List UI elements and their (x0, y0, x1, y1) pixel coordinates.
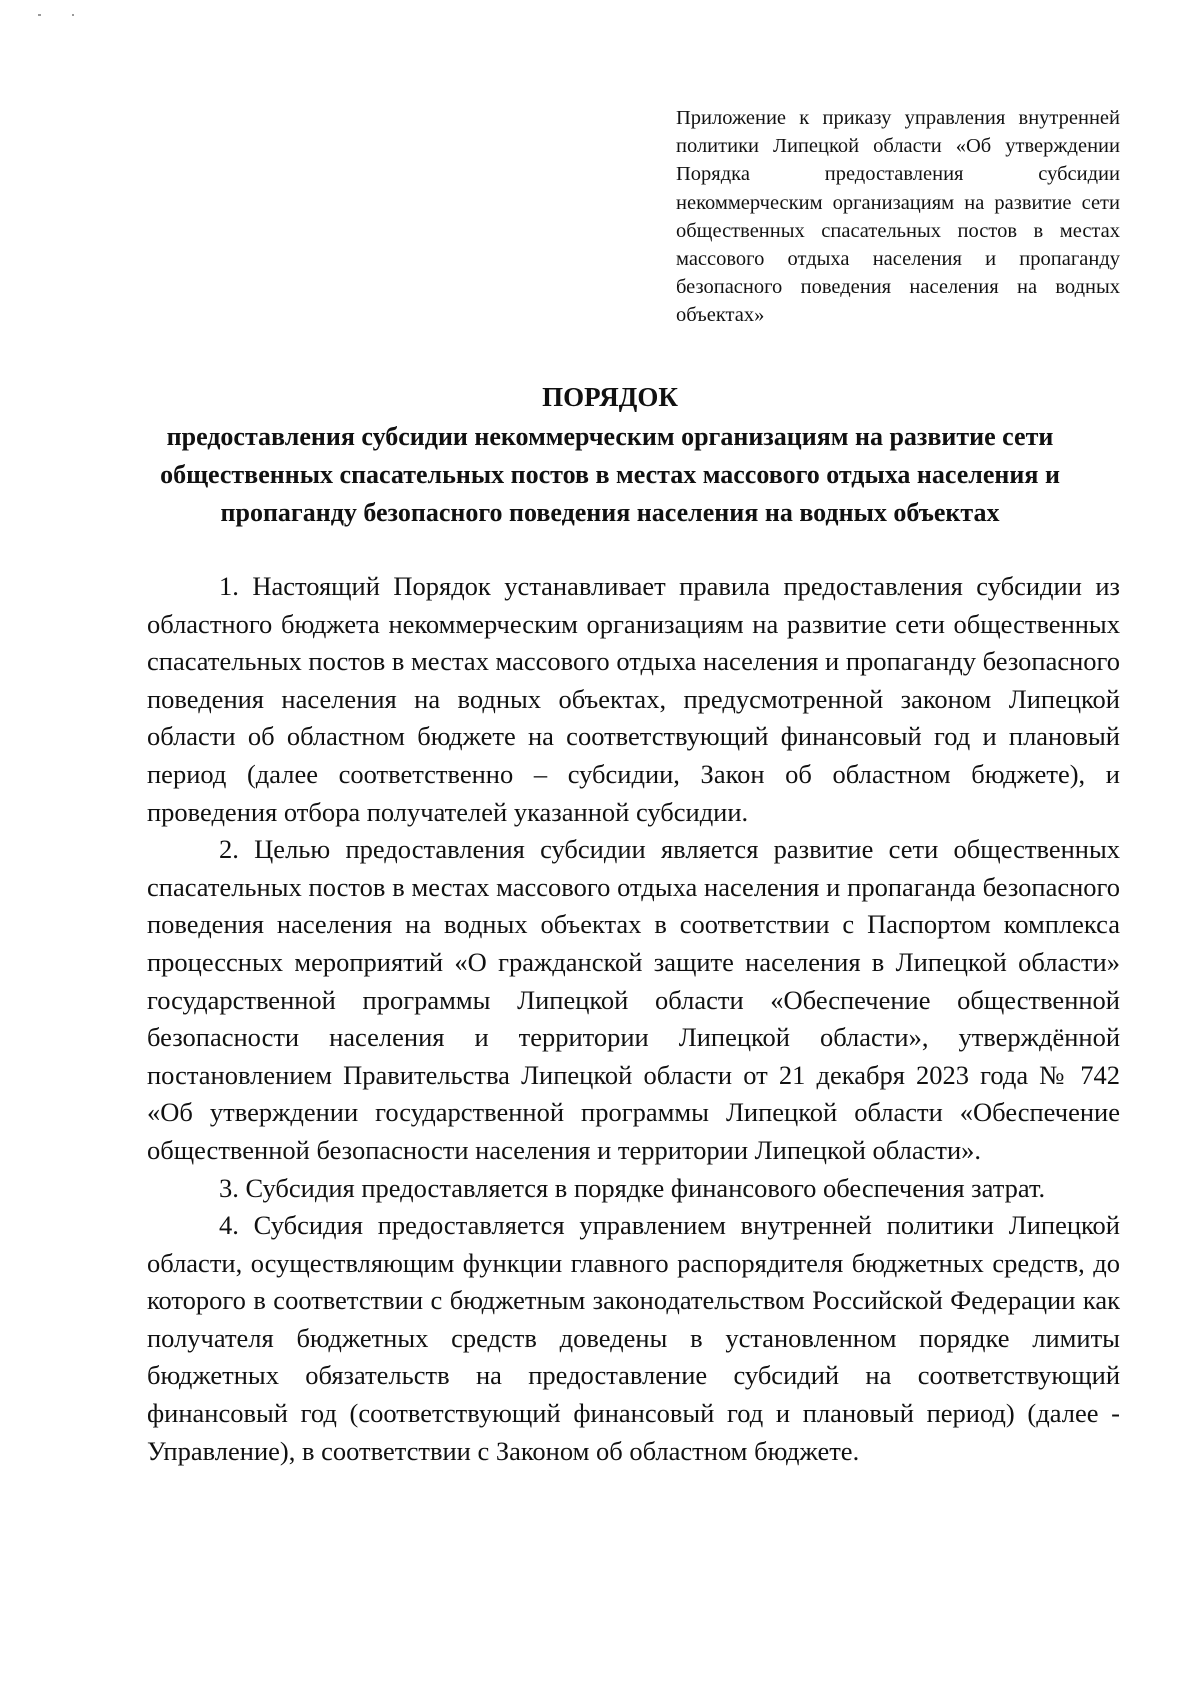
document-title: ПОРЯДОК (542, 382, 678, 412)
appendix-note: Приложение к приказу управления внутренней политики Липецкой области «Об утверждении Порядка предоставления субсидии некоммерческим организациям на развитие сети общественных спасательных постов в местах массового отдыха населения и пропаганду безопасного поведения населения на водных объектах» (676, 107, 1120, 327)
scan-speck (38, 14, 41, 16)
paragraph-2: 2. Целью предоставления субсидии является развитие сети общественных спасательных постов в местах массового отдыха населения и пропаганда безопасного поведения населения на водных объектах в соответствии с Паспортом комплекса процессных мероприятий «О гражданской защите населения в Липецкой области» государственной программы Липецкой области «Обеспечение общественной безопасности населения и территории Липецкой области», утверждённой постановлением Правительства Липецкой области от 21 декабря 2023 года № 742 «Об утверждении государственной программы Липецкой области «Обеспечение общественной безопасности населения и территории Липецкой области». (147, 834, 1120, 1165)
paragraph-1: 1. Настоящий Порядок устанавливает правила предоставления субсидии из областного бюджета некоммерческим организациям на развитие сети общественных спасательных постов в местах массового отдыха населения и пропаганду безопасного поведения населения на водных объектах, предусмотренной законом Липецкой области об областном бюджете на соответствующий финансовый год и плановый период (далее соответственно – субсидии, Закон об областном бюджете), и проведения отбора получателей указанной субсидии. (147, 571, 1120, 827)
document-body (147, 568, 1120, 1470)
document-subtitle: предоставления субсидии некоммерческим организациям на развитие сети общественных спасательных постов в местах массового отдыха населения и пропаганду безопасного поведения населения на водных объектах (160, 422, 1060, 527)
paragraph-4: 4. Субсидия предоставляется управлением внутренней политики Липецкой области, осуществляющим функции главного распорядителя бюджетных средств, до которого в соответствии с бюджетным законодательством Российской Федерации как получателя бюджетных средств доведены в установленном порядке лимиты бюджетных обязательств на предоставление субсидий на соответствующий финансовый год (соответствующий финансовый год и плановый период) (далее - Управление), в соответствии с Законом об областном бюджете. (147, 1210, 1120, 1466)
document-title-block (110, 378, 1110, 532)
paragraph-3: 3. Субсидия предоставляется в порядке финансового обеспечения затрат. (219, 1172, 1046, 1203)
scan-speck (72, 14, 74, 16)
